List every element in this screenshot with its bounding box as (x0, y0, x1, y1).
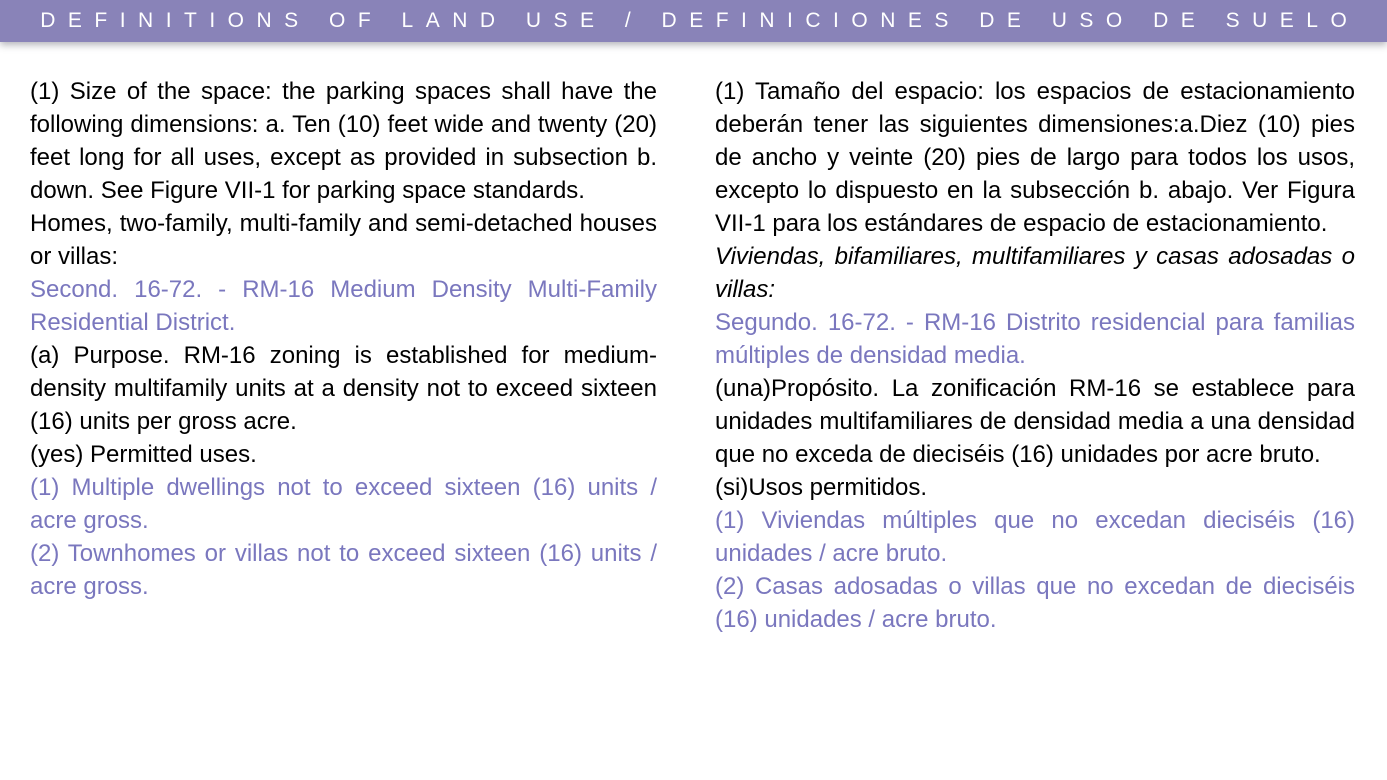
english-column (30, 75, 657, 636)
page-title: DEFINITIONS OF LAND USE / DEFINICIONES DE USO DE SUELO (40, 9, 1360, 32)
english-paragraph-purpose: (a) Purpose. RM-16 zoning is established for medium-density multifamily units at a density not to exceed sixteen (16) units per gross acre. (30, 342, 657, 435)
english-paragraph-use-1: (1) Multiple dwellings not to exceed sixteen (16) units / acre gross. (30, 474, 657, 534)
english-paragraph-use-2: (2) Townhomes or villas not to exceed sixteen (16) units / acre gross. (30, 540, 657, 600)
content-area (0, 42, 1387, 636)
spanish-paragraph-parking-size: (1) Tamaño del espacio: los espacios de estacionamiento deberán tener las siguientes dimensiones:a.Diez (10) pies de ancho y veinte (20) pies de largo para todos los usos, excepto lo dispuesto en la subsección b. abajo. Ver Figura VII-1 para los estándares de espacio de estacionamiento. (715, 78, 1355, 237)
english-paragraph-permitted-uses: (yes) Permitted uses. (30, 441, 257, 468)
english-paragraph-parking-size: (1) Size of the space: the parking spaces shall have the following dimensions: a. Ten (10) feet wide and twenty (20) feet long for all uses, except as provided in subsection b. down. See Figure VII-1 for parking space standards. (30, 78, 657, 204)
spanish-paragraph-purpose: (una)Propósito. La zonificación RM-16 se establece para unidades multifamiliares de densidad media a una densidad que no exceda de dieciséis (16) unidades por acre bruto. (715, 375, 1355, 468)
spanish-paragraph-use-2: (2) Casas adosadas o villas que no excedan de dieciséis (16) unidades / acre bruto. (715, 573, 1355, 633)
english-paragraph-district-heading: Second. 16-72. - RM-16 Medium Density Multi-Family Residential District. (30, 276, 657, 336)
spanish-paragraph-use-1: (1) Viviendas múltiples que no excedan dieciséis (16) unidades / acre bruto. (715, 507, 1355, 567)
header-bar (0, 0, 1387, 42)
spanish-paragraph-permitted-uses: (si)Usos permitidos. (715, 474, 928, 501)
spanish-paragraph-district-heading: Segundo. 16-72. - RM-16 Distrito residencial para familias múltiples de densidad media. (715, 309, 1355, 369)
english-paragraph-homes: Homes, two-family, multi-family and semi-detached houses or villas: (30, 210, 657, 270)
spanish-column (715, 75, 1355, 636)
spanish-paragraph-homes: Viviendas, bifamiliares, multifamiliares y casas adosadas o villas: (715, 243, 1355, 303)
